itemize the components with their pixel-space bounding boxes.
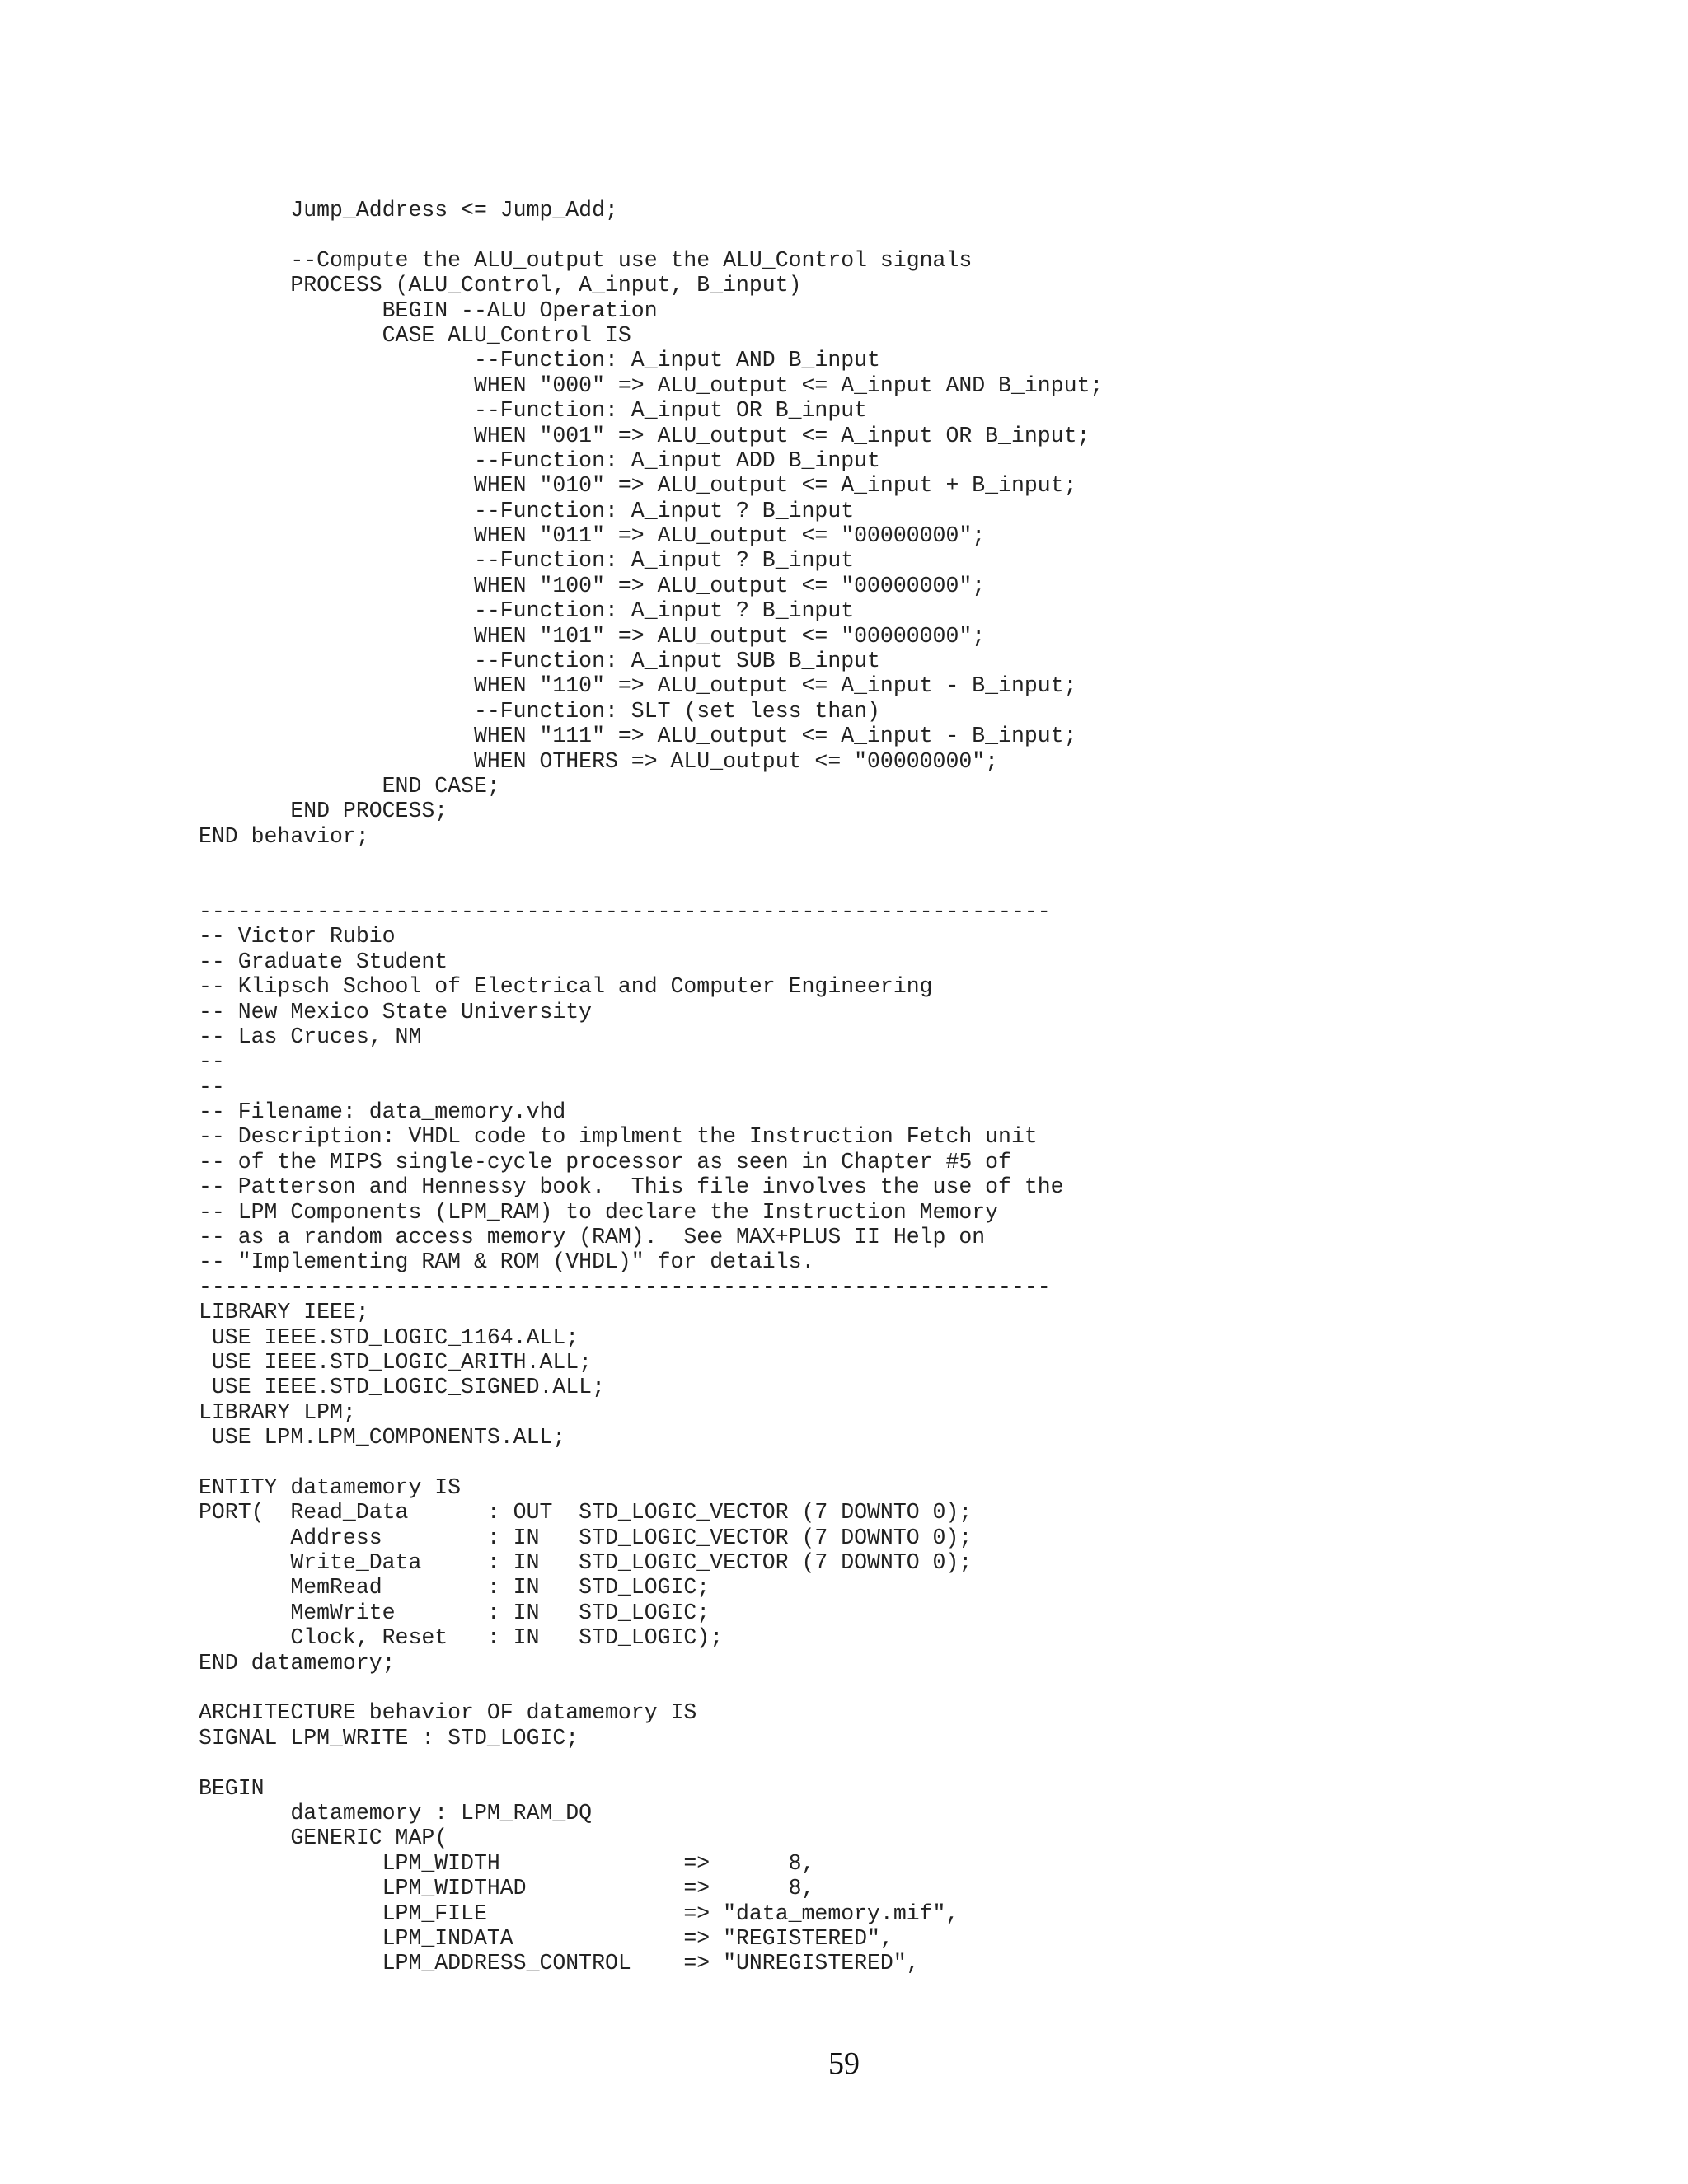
code-line: WHEN "111" => ALU_output <= A_input - B_input; (199, 724, 1077, 749)
code-line: Jump_Address <= Jump_Add; (199, 198, 618, 223)
code-line: USE IEEE.STD_LOGIC_1164.ALL; (199, 1324, 579, 1350)
code-line: -- Klipsch School of Electrical and Computer Engineering (199, 974, 933, 1000)
code-line: LIBRARY LPM; (199, 1399, 356, 1425)
code-line (199, 223, 1103, 247)
code-line: -- (199, 1074, 225, 1099)
code-line: LIBRARY IEEE; (199, 1300, 369, 1325)
code-line: PROCESS (ALU_Control, A_input, B_input) (199, 273, 802, 298)
code-line: -- Graduate Student (199, 949, 448, 974)
code-line: WHEN "001" => ALU_output <= A_input OR B_input; (199, 423, 1090, 448)
code-line: WHEN "000" => ALU_output <= A_input AND B_input; (199, 373, 1104, 398)
code-line: -- "Implementing RAM & ROM (VHDL)" for details. (199, 1249, 815, 1275)
code-line: Write_Data : IN STD_LOGIC_VECTOR (7 DOWNTO 0); (199, 1550, 973, 1576)
code-line: ----------------------------------------------------------------- (199, 1274, 1051, 1300)
code-line: USE IEEE.STD_LOGIC_SIGNED.ALL; (199, 1375, 605, 1400)
code-line: ENTITY datamemory IS (199, 1474, 462, 1500)
code-line: --Function: A_input ? B_input (199, 548, 855, 574)
code-line: -- Patterson and Hennessy book. This file involves the use of the (199, 1174, 1064, 1200)
code-line: WHEN "101" => ALU_output <= "00000000"; (199, 623, 986, 649)
code-line: -- Las Cruces, NM (199, 1024, 422, 1049)
code-line: LPM_WIDTHAD => 8, (199, 1876, 815, 1901)
code-line: -- as a random access memory (RAM). See MAX+PLUS II Help on (199, 1225, 986, 1250)
code-line: ----------------------------------------------------------------- (199, 898, 1051, 924)
code-line: -- New Mexico State University (199, 999, 593, 1024)
code-line: --Function: A_input ADD B_input (199, 448, 880, 473)
code-line: END CASE; (199, 773, 500, 799)
code-line: CASE ALU_Control IS (199, 322, 631, 348)
code-line: SIGNAL LPM_WRITE : STD_LOGIC; (199, 1725, 579, 1750)
code-line: WHEN "010" => ALU_output <= A_input + B_input; (199, 473, 1077, 499)
code-line: -- Victor Rubio (199, 924, 396, 949)
code-line: WHEN OTHERS => ALU_output <= "00000000"; (199, 748, 999, 774)
code-line: Clock, Reset : IN STD_LOGIC); (199, 1625, 724, 1651)
code-line: -- of the MIPS single-cycle processor as seen in Chapter #5 of (199, 1149, 1011, 1174)
code-line: WHEN "100" => ALU_output <= "00000000"; (199, 573, 986, 598)
code-line: MemRead : IN STD_LOGIC; (199, 1575, 710, 1601)
code-line: LPM_FILE => "data_memory.mif", (199, 1900, 959, 1926)
code-line: PORT( Read_Data : OUT STD_LOGIC_VECTOR (7 DOWNTO 0); (199, 1500, 973, 1526)
code-line (199, 1451, 1103, 1475)
code-line (199, 1675, 1103, 1700)
code-line: BEGIN (199, 1775, 265, 1801)
code-line: WHEN "011" => ALU_output <= "00000000"; (199, 523, 986, 549)
code-line: --Function: A_input OR B_input (199, 398, 868, 424)
code-line: datamemory : LPM_RAM_DQ (199, 1801, 593, 1825)
code-line: Address : IN STD_LOGIC_VECTOR (7 DOWNTO 0); (199, 1525, 973, 1550)
code-line: END PROCESS; (199, 799, 448, 824)
code-line: END behavior; (199, 823, 369, 849)
code-line: USE IEEE.STD_LOGIC_ARITH.ALL; (199, 1349, 593, 1375)
code-line: LPM_WIDTH => 8, (199, 1850, 815, 1876)
code-line: --Function: A_input ? B_input (199, 598, 855, 624)
code-line: --Function: A_input ? B_input (199, 498, 855, 523)
code-line: WHEN "110" => ALU_output <= A_input - B_input; (199, 673, 1077, 699)
code-line: --Function: SLT (set less than) (199, 698, 880, 724)
code-line: USE LPM.LPM_COMPONENTS.ALL; (199, 1425, 566, 1451)
code-line (199, 874, 1103, 899)
code-line: END datamemory; (199, 1650, 396, 1675)
code-line: --Function: A_input SUB B_input (199, 649, 880, 674)
vhdl-code-listing (199, 198, 1103, 1976)
code-line: -- Filename: data_memory.vhd (199, 1099, 566, 1125)
code-line: BEGIN --ALU Operation (199, 298, 658, 323)
code-line: -- (199, 1049, 225, 1075)
code-line: ARCHITECTURE behavior OF datamemory IS (199, 1700, 697, 1726)
code-line: --Function: A_input AND B_input (199, 348, 880, 373)
code-line (199, 849, 1103, 874)
code-line: -- LPM Components (LPM_RAM) to declare the Instruction Memory (199, 1199, 999, 1225)
code-line: GENERIC MAP( (199, 1825, 448, 1851)
code-line: -- Description: VHDL code to implment the Instruction Fetch unit (199, 1124, 1038, 1150)
code-line: --Compute the ALU_output use the ALU_Control signals (199, 247, 973, 273)
page-number: 59 (828, 2046, 860, 2081)
code-line (199, 1750, 1103, 1775)
code-line: MemWrite : IN STD_LOGIC; (199, 1600, 710, 1625)
code-line: LPM_ADDRESS_CONTROL => "UNREGISTERED", (199, 1951, 920, 1976)
code-line: LPM_INDATA => "REGISTERED", (199, 1925, 893, 1951)
